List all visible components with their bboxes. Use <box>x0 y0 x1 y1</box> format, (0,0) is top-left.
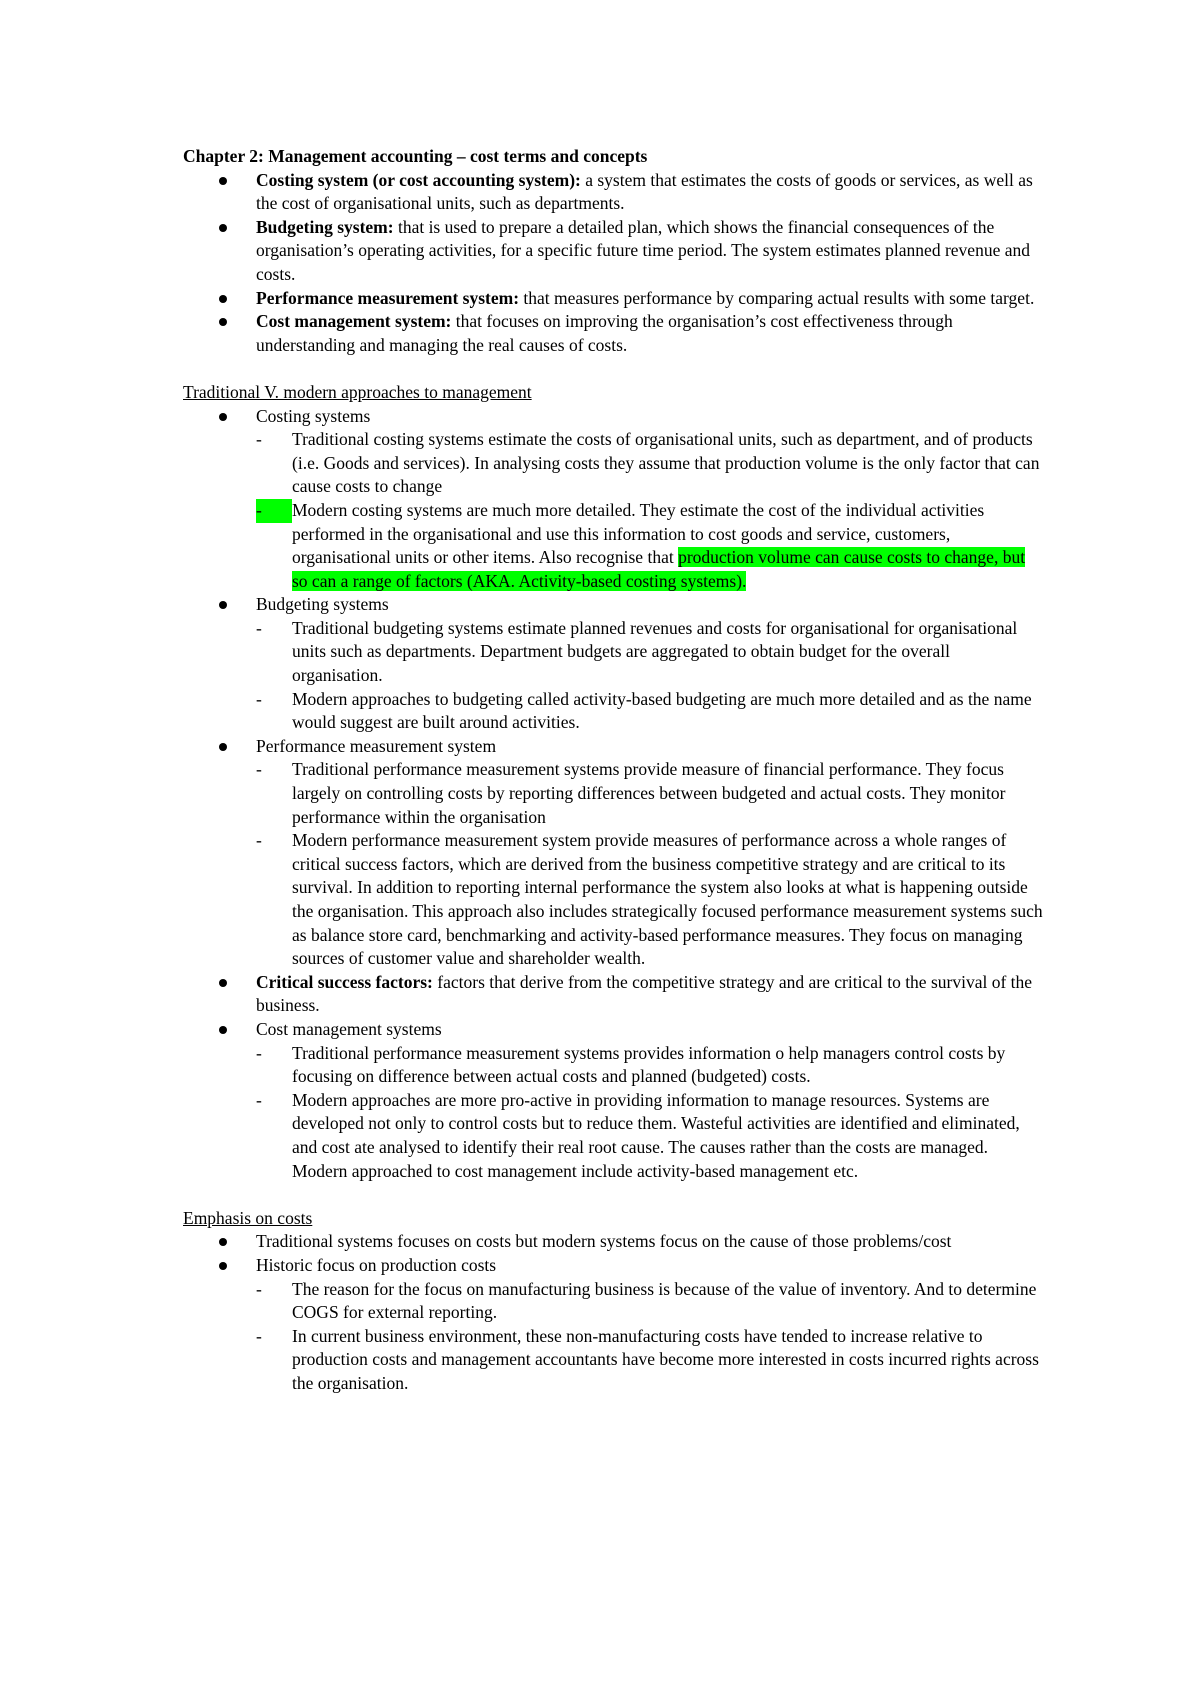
dash-icon: - <box>256 1089 262 1110</box>
sub-item-modern <box>183 688 1043 735</box>
definition-item <box>183 169 1043 216</box>
section-heading-approaches: Traditional V. modern approaches to management <box>183 381 532 402</box>
list-item-label: Performance measurement system <box>256 735 497 756</box>
approaches-list <box>183 405 1043 1184</box>
sub-item-modern <box>183 829 1043 971</box>
sub-list <box>256 758 1043 970</box>
bullet-icon <box>219 979 227 987</box>
definition-term: Performance measurement system: <box>256 287 520 308</box>
sub-item-modern <box>183 499 1043 593</box>
sub-item-traditional <box>183 617 1043 688</box>
dash-icon: - <box>256 830 262 851</box>
list-item-label: Traditional systems focuses on costs but modern systems focus on the cause of those problems/cost <box>256 1231 952 1252</box>
dash-icon: - <box>256 1325 262 1346</box>
list-item-critical-success-factors <box>183 971 1043 1018</box>
definition-term: Cost management system: <box>256 311 452 332</box>
dash-icon: - <box>256 1042 262 1063</box>
definition-term: Budgeting system: <box>256 216 394 237</box>
definition-text: factors that derive from the competitive strategy and are critical to the survival of the business. <box>256 971 1033 1016</box>
bullet-icon <box>219 601 227 609</box>
sub-item-text: Traditional costing systems estimate the costs of organisational units, such as department, and of products (i.e. Goods and services). In analysing costs they assume that production volume is the only factor that can cause costs to change <box>292 429 1040 497</box>
bullet-icon <box>219 1026 227 1034</box>
sub-item-text: Modern approaches are more pro-active in providing information to manage resources. Systems are developed not only to control costs but to reduce them. Wasteful activities are identified and eliminated, and cost ate analysed to identify their real root cause. The causes rather than the costs are managed. Modern approached to cost management include activity-based management etc. <box>292 1089 1020 1181</box>
bullet-icon <box>219 413 227 421</box>
list-item-label: Cost management systems <box>256 1018 442 1039</box>
dash-icon: - <box>256 688 262 709</box>
sub-item-traditional <box>183 428 1043 499</box>
sub-item-text: Traditional performance measurement systems provide measure of financial performance. They focus largely on controlling costs by reporting differences between budgeted and actual costs. They monitor performance within the organisation <box>292 759 1006 827</box>
bullet-icon <box>219 295 227 303</box>
list-item-budgeting-systems <box>183 593 1043 735</box>
sub-item-text: The reason for the focus on manufacturing business is because of the value of inventory. And to determine COGS for external reporting. <box>292 1278 1037 1323</box>
definition-text: that is used to prepare a detailed plan, which shows the financial consequences of the organisation’s operating activities, for a specific future time period. The system estimates planned revenue and costs. <box>256 216 1030 284</box>
bullet-icon <box>219 224 227 232</box>
dash-icon: - <box>256 617 262 638</box>
definition-term: Costing system (or cost accounting system): <box>256 169 581 190</box>
dash-icon-highlighted: - <box>256 499 292 523</box>
section-heading-emphasis: Emphasis on costs <box>183 1207 313 1228</box>
bullet-icon <box>219 318 227 326</box>
sub-item-traditional <box>183 758 1043 829</box>
definition-text: a system that estimates the costs of goods or services, as well as the cost of organisational units, such as departments. <box>256 169 1033 214</box>
list-item-label: Costing systems <box>256 405 371 426</box>
sub-item-reason <box>183 1278 1043 1325</box>
sub-list <box>256 428 1043 593</box>
emphasis-list <box>183 1230 1043 1395</box>
definition-item <box>183 310 1043 357</box>
list-item-label: Historic focus on production costs <box>256 1254 497 1275</box>
bullet-icon <box>219 1262 227 1270</box>
chapter-title: Chapter 2: Management accounting – cost terms and concepts <box>183 146 648 166</box>
sub-item-text: Modern costing systems are much more detailed. They estimate the cost of the individual activities performed in the organisational and use this information to cost goods and service, customers, organisational units or other items. Also recognise that <box>292 499 985 568</box>
definition-text: that measures performance by comparing actual results with some target. <box>519 287 1035 308</box>
list-item-label: Budgeting systems <box>256 594 389 615</box>
sub-item-text: In current business environment, these non-manufacturing costs have tended to increase relative to production costs and management accountants have become more interested in costs incurred rights across the organisation. <box>292 1325 1039 1393</box>
sub-item-text: Traditional performance measurement systems provides information o help managers control costs by focusing on difference between actual costs and planned (budgeted) costs. <box>292 1042 1006 1087</box>
definition-item <box>183 287 1043 311</box>
highlighted-text: production volume can cause costs to change, but so can a range of factors (AKA. Activity-based costing systems). <box>292 547 1026 591</box>
list-item-traditional-focus <box>183 1230 1043 1254</box>
sub-list <box>256 617 1043 735</box>
list-item-costing-systems <box>183 405 1043 594</box>
sub-item-text: Modern approaches to budgeting called activity-based budgeting are much more detailed and as the name would suggest are built around activities. <box>292 688 1032 733</box>
sub-list <box>256 1278 1043 1396</box>
dash-icon: - <box>256 1278 262 1299</box>
document-body <box>183 145 1043 1395</box>
dash-icon: - <box>256 759 262 780</box>
definition-text: that focuses on improving the organisation’s cost effectiveness through understanding and managing the real causes of costs. <box>256 311 953 355</box>
sub-item-traditional <box>183 1042 1043 1089</box>
bullet-icon <box>219 1238 227 1246</box>
definitions-list <box>183 169 1043 358</box>
sub-list <box>256 1042 1043 1184</box>
sub-item-text: Modern performance measurement system provide measures of performance across a whole ranges of critical success factors, which are derived from the business competitive strategy and are critical to its survival. In addition to reporting internal performance the system also looks at what is happening outside the organisation. This approach also includes strategically focused performance measurement systems such as balance store card, benchmarking and activity-based performance measures. They focus on managing sources of customer value and shareholder wealth. <box>292 830 1043 969</box>
sub-item-modern <box>183 1089 1043 1183</box>
bullet-icon <box>219 743 227 751</box>
definition-item <box>183 216 1043 287</box>
list-item-historic-focus <box>183 1254 1043 1396</box>
dash-icon: - <box>256 429 262 450</box>
sub-item-current-environment <box>183 1325 1043 1396</box>
definition-term: Critical success factors: <box>256 971 433 992</box>
sub-item-text: Traditional budgeting systems estimate planned revenues and costs for organisational for organisational units such as departments. Department budgets are aggregated to obtain budget for the overall organisation. <box>292 617 1018 686</box>
bullet-icon <box>219 177 227 185</box>
list-item-performance-system <box>183 735 1043 971</box>
list-item-cost-management <box>183 1018 1043 1183</box>
